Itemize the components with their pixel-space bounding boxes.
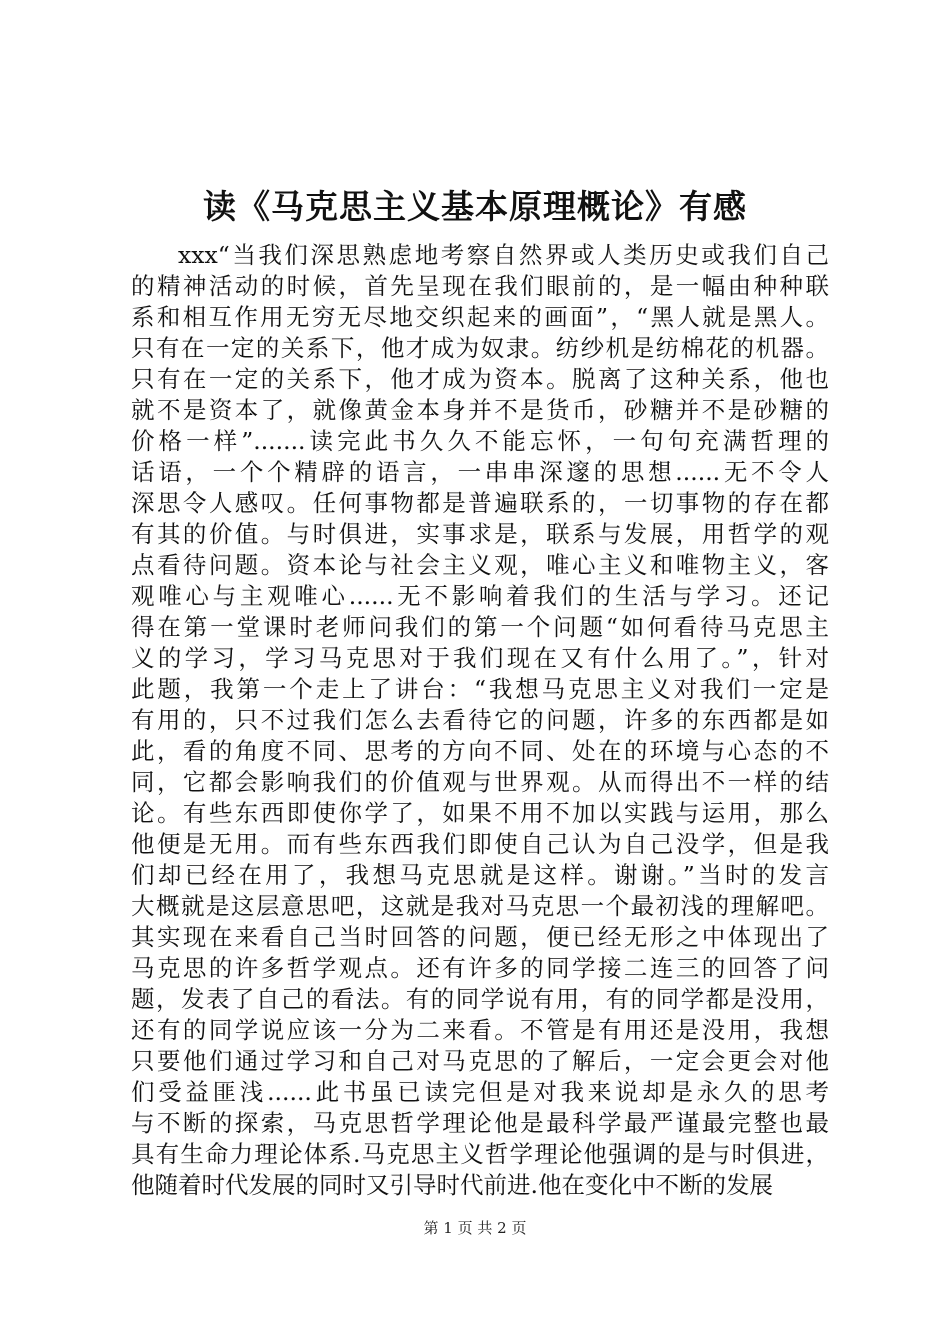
- paragraph-line: xxx“当我们深思熟虑地考察自然界或人类历史或我们自己: [178, 241, 829, 269]
- paragraph-line: 有用的，只不过我们怎么去看待它的问题，许多的东西都是如: [131, 706, 829, 734]
- paragraph-line: 同，它都会影响我们的价值观与世界观。从而得出不一样的结: [131, 768, 829, 796]
- paragraph-line: 深思令人感叹。任何事物都是普遍联系的，一切事物的存在都: [131, 489, 829, 517]
- body-paragraph: [131, 240, 829, 1201]
- page-number-footer: 第 1 页 共 2 页: [423, 1219, 527, 1237]
- paragraph-line: 观唯心与主观唯心......无不影响着我们的生活与学习。还记: [131, 582, 829, 610]
- paragraph-line: 得在第一堂课时老师问我们的第一个问题“如何看待马克思主: [131, 613, 829, 641]
- paragraph-line: 们受益匪浅......此书虽已读完但是对我来说却是永久的思考: [131, 1078, 829, 1106]
- paragraph-line: 义的学习，学习马克思对于我们现在又有什么用了。”，针对: [131, 644, 829, 672]
- paragraph-line: 价格一样”.......读完此书久久不能忘怀，一句句充满哲理的: [131, 427, 829, 455]
- paragraph-line: 就不是资本了，就像黄金本身并不是货币，砂糖并不是砂糖的: [131, 396, 829, 424]
- paragraph-line: 的精神活动的时候，首先呈现在我们眼前的，是一幅由种种联: [131, 272, 829, 300]
- paragraph-line: 点看待问题。资本论与社会主义观，唯心主义和唯物主义，客: [131, 551, 829, 579]
- paragraph-line: 具有生命力理论体系.马克思主义哲学理论他强调的是与时俱进，: [131, 1140, 829, 1168]
- paragraph-line: 题，发表了自己的看法。有的同学说有用，有的同学都是没用，: [131, 985, 829, 1013]
- document-title: 读《马克思主义基本原理概论》有感: [203, 187, 747, 226]
- paragraph-line: 只有在一定的关系下，他才成为资本。脱离了这种关系，他也: [131, 365, 829, 393]
- paragraph-line: 只有在一定的关系下，他才成为奴隶。纺纱机是纺棉花的机器。: [131, 334, 829, 362]
- paragraph-line: 话语，一个个精辟的语言，一串串深邃的思想......无不令人: [131, 458, 829, 486]
- paragraph-line: 此，看的角度不同、思考的方向不同、处在的环境与心态的不: [131, 737, 829, 765]
- paragraph-line: 论。有些东西即使你学了，如果不用不加以实践与运用，那么: [131, 799, 829, 827]
- paragraph-line: 他随着时代发展的同时又引导时代前进.他在变化中不断的发展: [131, 1171, 773, 1199]
- paragraph-line: 只要他们通过学习和自己对马克思的了解后，一定会更会对他: [131, 1047, 829, 1075]
- paragraph-line: 马克思的许多哲学观点。还有许多的同学接二连三的回答了问: [131, 954, 829, 982]
- paragraph-line: 他便是无用。而有些东西我们即使自己认为自己没学，但是我: [131, 830, 829, 858]
- paragraph-line: 系和相互作用无穷无尽地交织起来的画面”，“黑人就是黑人。: [131, 303, 829, 331]
- paragraph-line: 大概就是这层意思吧，这就是我对马克思一个最初浅的理解吧。: [131, 892, 829, 920]
- paragraph-line: 有其的价值。与时俱进，实事求是，联系与发展，用哲学的观: [131, 520, 829, 548]
- paragraph-line: 还有的同学说应该一分为二来看。不管是有用还是没用，我想: [131, 1016, 829, 1044]
- paragraph-line: 此题，我第一个走上了讲台：“我想马克思主义对我们一定是: [131, 675, 829, 703]
- paragraph-line: 其实现在来看自己当时回答的问题，便已经无形之中体现出了: [131, 923, 829, 951]
- paragraph-line: 们却已经在用了，我想马克思就是这样。谢谢。”当时的发言: [131, 861, 829, 889]
- paragraph-line: 与不断的探索，马克思哲学理论他是最科学最严谨最完整也最: [131, 1109, 829, 1137]
